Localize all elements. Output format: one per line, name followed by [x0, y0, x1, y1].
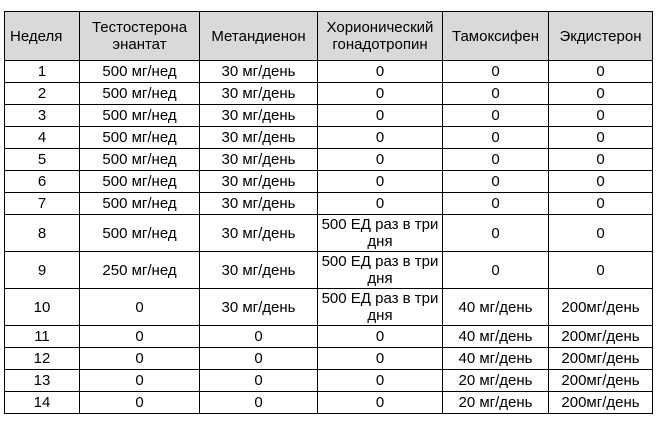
cell-week: 6 — [5, 171, 80, 193]
table-header — [5, 12, 653, 61]
cell-ecdysterone: 0 — [549, 105, 653, 127]
cell-tamoxifen: 0 — [443, 171, 549, 193]
cell-testosterone: 0 — [80, 326, 200, 348]
cell-tamoxifen: 40 мг/день — [443, 348, 549, 370]
cell-week: 1 — [5, 61, 80, 83]
cell-hcg: 0 — [318, 193, 443, 215]
cell-week: 5 — [5, 149, 80, 171]
header-testosterone: Тестостерона энантат — [80, 12, 200, 61]
cell-ecdysterone: 200мг/день — [549, 348, 653, 370]
table-row — [5, 289, 653, 326]
cell-testosterone: 500 мг/нед — [80, 127, 200, 149]
cycle-schedule-table — [4, 11, 653, 414]
cell-ecdysterone: 200мг/день — [549, 392, 653, 414]
cell-tamoxifen: 40 мг/день — [443, 326, 549, 348]
cell-ecdysterone: 0 — [549, 252, 653, 289]
table-row — [5, 149, 653, 171]
header-tamoxifen: Тамоксифен — [443, 12, 549, 61]
cell-week: 9 — [5, 252, 80, 289]
cell-hcg: 0 — [318, 127, 443, 149]
cell-methandienone: 30 мг/день — [200, 127, 318, 149]
cell-tamoxifen: 0 — [443, 105, 549, 127]
table-row — [5, 370, 653, 392]
cell-testosterone: 0 — [80, 289, 200, 326]
table-row — [5, 348, 653, 370]
cell-methandienone: 0 — [200, 392, 318, 414]
cell-ecdysterone: 0 — [549, 215, 653, 252]
cell-methandienone: 30 мг/день — [200, 171, 318, 193]
cell-ecdysterone: 0 — [549, 149, 653, 171]
cell-methandienone: 30 мг/день — [200, 215, 318, 252]
cell-week: 10 — [5, 289, 80, 326]
cell-week: 3 — [5, 105, 80, 127]
cell-tamoxifen: 40 мг/день — [443, 289, 549, 326]
cell-hcg: 0 — [318, 392, 443, 414]
cell-hcg: 0 — [318, 326, 443, 348]
cell-week: 12 — [5, 348, 80, 370]
cell-methandienone: 0 — [200, 370, 318, 392]
cell-week: 7 — [5, 193, 80, 215]
cell-tamoxifen: 20 мг/день — [443, 370, 549, 392]
cell-ecdysterone: 200мг/день — [549, 289, 653, 326]
cell-hcg: 0 — [318, 149, 443, 171]
table-body — [5, 61, 653, 414]
header-hcg: Хорионический гонадотропин — [318, 12, 443, 61]
cell-methandienone: 30 мг/день — [200, 61, 318, 83]
cell-tamoxifen: 0 — [443, 127, 549, 149]
cell-testosterone: 500 мг/нед — [80, 105, 200, 127]
cell-hcg: 0 — [318, 348, 443, 370]
cell-hcg: 500 ЕД раз в три дня — [318, 252, 443, 289]
cell-tamoxifen: 20 мг/день — [443, 392, 549, 414]
cell-testosterone: 500 мг/нед — [80, 193, 200, 215]
table-row — [5, 127, 653, 149]
table-row — [5, 61, 653, 83]
cell-methandienone: 30 мг/день — [200, 83, 318, 105]
cell-methandienone: 30 мг/день — [200, 149, 318, 171]
cell-testosterone: 500 мг/нед — [80, 83, 200, 105]
cell-tamoxifen: 0 — [443, 252, 549, 289]
cell-methandienone: 0 — [200, 326, 318, 348]
cell-week: 2 — [5, 83, 80, 105]
cell-ecdysterone: 0 — [549, 193, 653, 215]
cell-tamoxifen: 0 — [443, 215, 549, 252]
cell-testosterone: 500 мг/нед — [80, 171, 200, 193]
cell-tamoxifen: 0 — [443, 149, 549, 171]
cell-hcg: 0 — [318, 61, 443, 83]
header-methandienone: Метандиенон — [200, 12, 318, 61]
cell-ecdysterone: 0 — [549, 61, 653, 83]
cell-testosterone: 500 мг/нед — [80, 215, 200, 252]
cell-ecdysterone: 200мг/день — [549, 370, 653, 392]
cell-hcg: 0 — [318, 105, 443, 127]
cell-tamoxifen: 0 — [443, 83, 549, 105]
cell-methandienone: 30 мг/день — [200, 105, 318, 127]
cell-hcg: 0 — [318, 83, 443, 105]
table-row — [5, 252, 653, 289]
cell-ecdysterone: 0 — [549, 127, 653, 149]
cell-methandienone: 30 мг/день — [200, 289, 318, 326]
cell-week: 8 — [5, 215, 80, 252]
cell-methandienone: 0 — [200, 348, 318, 370]
table-row — [5, 326, 653, 348]
cell-testosterone: 500 мг/нед — [80, 61, 200, 83]
cell-week: 4 — [5, 127, 80, 149]
cell-methandienone: 30 мг/день — [200, 193, 318, 215]
cell-hcg: 500 ЕД раз в три дня — [318, 289, 443, 326]
cell-week: 14 — [5, 392, 80, 414]
cell-ecdysterone: 0 — [549, 83, 653, 105]
table-row — [5, 83, 653, 105]
header-row — [5, 12, 653, 61]
table-row — [5, 193, 653, 215]
cell-tamoxifen: 0 — [443, 61, 549, 83]
cell-testosterone: 0 — [80, 392, 200, 414]
table-row — [5, 171, 653, 193]
cell-ecdysterone: 0 — [549, 171, 653, 193]
cell-hcg: 500 ЕД раз в три дня — [318, 215, 443, 252]
cell-week: 11 — [5, 326, 80, 348]
header-week: Неделя — [5, 12, 80, 61]
cell-tamoxifen: 0 — [443, 193, 549, 215]
cycle-table-container — [4, 11, 653, 414]
table-row — [5, 392, 653, 414]
cell-testosterone: 0 — [80, 348, 200, 370]
table-row — [5, 105, 653, 127]
header-ecdysterone: Экдистерон — [549, 12, 653, 61]
table-row — [5, 215, 653, 252]
cell-ecdysterone: 200мг/день — [549, 326, 653, 348]
cell-hcg: 0 — [318, 370, 443, 392]
cell-methandienone: 30 мг/день — [200, 252, 318, 289]
cell-testosterone: 250 мг/нед — [80, 252, 200, 289]
cell-hcg: 0 — [318, 171, 443, 193]
cell-week: 13 — [5, 370, 80, 392]
cell-testosterone: 0 — [80, 370, 200, 392]
cell-testosterone: 500 мг/нед — [80, 149, 200, 171]
